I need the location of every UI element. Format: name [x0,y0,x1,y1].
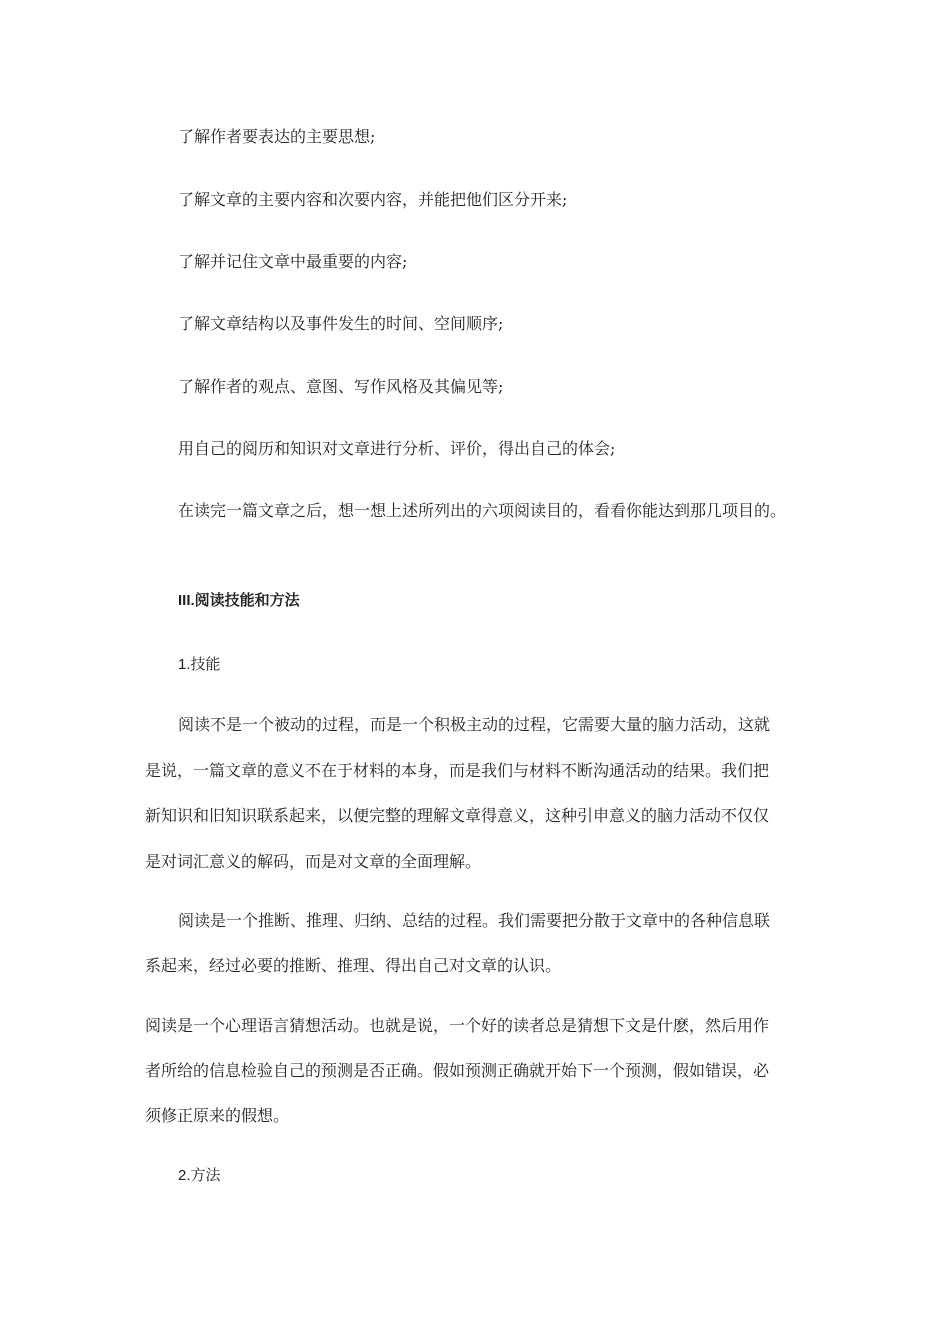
paragraph-line: 是对词汇意义的解码，而是对文章的全面理解。 [145,852,482,871]
paragraph-line: 须修正原来的假想。 [145,1106,290,1125]
purpose-item: 了解文章的主要内容和次要内容，并能把他们区分开来; [178,190,568,209]
paragraph-line: 阅读不是一个被动的过程，而是一个积极主动的过程，它需要大量的脑力活动，这就 [178,715,771,734]
paragraph-line: 新知识和旧知识联系起来，以便完整的理解文章得意义，这种引申意义的脑力活动不仅仅 [145,806,770,825]
purpose-item: 用自己的阅历和知识对文章进行分析、评价，得出自己的体会; [178,439,616,458]
purpose-item: 了解作者的观点、意图、写作风格及其偏见等; [178,377,504,396]
paragraph-line: 阅读是一个推断、推理、归纳、总结的过程。我们需要把分散于文章中的各种信息联 [178,911,771,930]
paragraph-line: 阅读是一个心理语言猜想活动。也就是说，一个好的读者总是猜想下文是什麽，然后用作 [145,1016,770,1035]
section-heading: III.阅读技能和方法 [178,592,300,609]
paragraph-line: 系起来，经过必要的推断、推理、得出自己对文章的认识。 [145,956,562,975]
purpose-item: 在读完一篇文章之后，想一想上述所列出的六项阅读目的，看看你能达到那几项目的。 [178,501,787,520]
paragraph-line: 是说，一篇文章的意义不在于材料的本身，而是我们与材料不断沟通活动的结果。我们把 [145,761,770,780]
paragraph-line: 者所给的信息检验自己的预测是否正确。假如预测正确就开始下一个预测，假如错误，必 [145,1061,770,1080]
methods-heading: 2.方法 [178,1167,221,1184]
purpose-item: 了解文章结构以及事件发生的时间、空间顺序; [178,314,504,333]
purpose-item: 了解并记住文章中最重要的内容; [178,252,408,271]
purpose-item: 了解作者要表达的主要思想; [178,127,376,146]
skills-heading: 1.技能 [178,656,221,673]
